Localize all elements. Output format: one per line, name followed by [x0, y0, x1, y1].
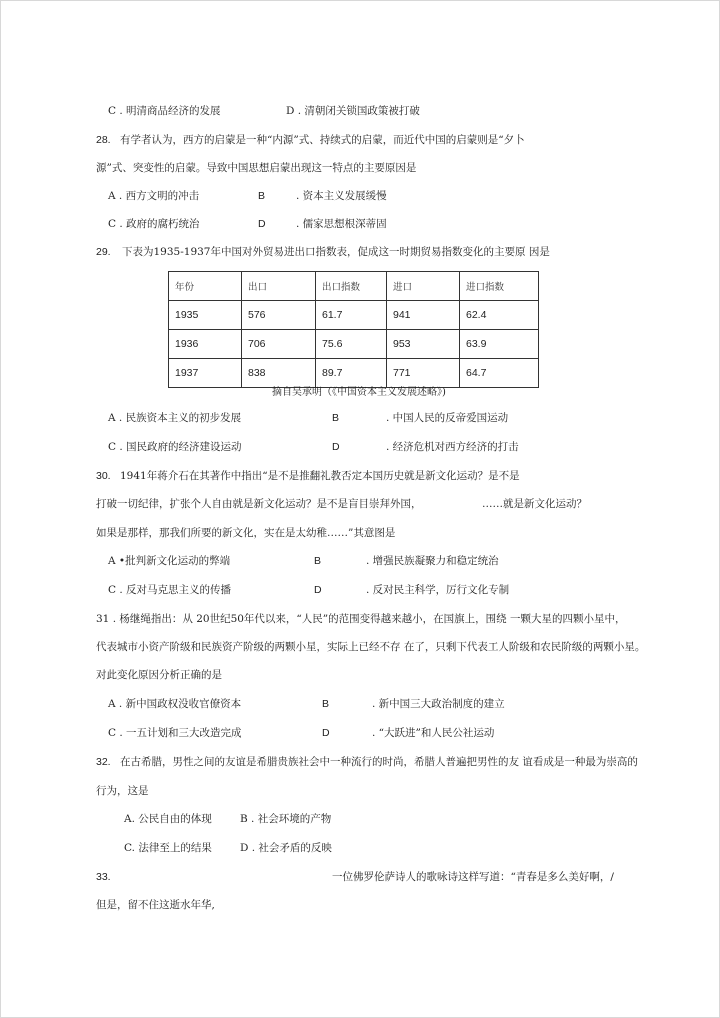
q28-option-c: C . 政府的腐朽统治 [108, 218, 200, 230]
table-cell: 1937 [169, 359, 242, 388]
q32-option-a: A. 公民自由的体现 [124, 813, 212, 825]
q29-source-note: 摘自吴承明（《中国资本主义发展述略》) [272, 387, 446, 398]
table-cell: 62.4 [460, 301, 539, 330]
q32-option-b: B . 社会环境的产物 [240, 813, 332, 825]
table-cell: 61.7 [316, 301, 387, 330]
q33-stem-line1: 一位佛罗伦萨诗人的歌咏诗这样写道：“青春是多么美好啊，/ [332, 871, 614, 883]
q30-number: 30. [96, 470, 111, 482]
q28-stem-line2: 源”式、突变性的启蒙。导致中国思想启蒙出现这一特点的主要原因是 [96, 162, 417, 174]
q31-option-c: C . 一五计划和三大改造完成 [108, 727, 242, 739]
table-cell: 576 [242, 301, 316, 330]
table-header-cell: 年份 [169, 272, 242, 301]
q31-option-b-text: . 新中国三大政治制度的建立 [372, 698, 505, 710]
q32-option-c: C. 法律至上的结果 [124, 842, 212, 854]
q31-option-b-letter: B [322, 698, 330, 710]
q30-stem-line1: 1941年蒋介石在其著作中指出“是不是推翻礼教否定本国历史就是新文化运动？是不是 [120, 470, 520, 482]
table-row [169, 330, 539, 359]
table-cell: 838 [242, 359, 316, 388]
q27-option-d: D . 清朝闭关锁国政策被打破 [286, 105, 420, 117]
table-cell: 1935 [169, 301, 242, 330]
q29-option-d-text: . 经济危机对西方经济的打击 [386, 441, 519, 453]
q32-stem-line1: 在古希腊，男性之间的友谊是希腊贵族社会中一种流行的时尚，希腊人普遍把男性的友 谊看成是一种最为崇高的 [120, 756, 638, 768]
q29-option-c: C . 国民政府的经济建设运动 [108, 441, 242, 453]
table-cell: 941 [387, 301, 460, 330]
trade-index-table [168, 271, 539, 388]
table-header-cell: 出口指数 [316, 272, 387, 301]
table-cell: 771 [387, 359, 460, 388]
table-cell: 706 [242, 330, 316, 359]
q29-option-b-letter: B [332, 412, 340, 424]
q29-option-d-letter: D [332, 441, 340, 453]
q30-stem-line2a: 打破一切纪律，扩张个人自由就是新文化运动？是不是盲目崇拜外国， [96, 498, 422, 510]
table-header-cell: 出口 [242, 272, 316, 301]
q30-option-a: A •批判新文化运动的弊端 [108, 555, 231, 567]
q33-number: 33. [96, 871, 111, 883]
q32-option-d: D . 社会矛盾的反映 [240, 842, 332, 854]
q31-stem-line2: 代表城市小资产阶级和民族资产阶级的两颗小星，实际上已经不存 在了，只剩下代表工人阶级和农民阶级的两颗小星。 [96, 641, 646, 653]
q29-stem: 下表为1935-1937年中国对外贸易进出口指数表，促成这一时期贸易指数变化的主要原 因是 [122, 246, 550, 258]
table-cell: 63.9 [460, 330, 539, 359]
q29-option-b-text: . 中国人民的反帝爱国运动 [386, 412, 509, 424]
table-cell: 64.7 [460, 359, 539, 388]
table-header-cell: 进口 [387, 272, 460, 301]
q33-stem-line2: 但是，留不住这逝水年华, [96, 899, 215, 911]
q28-number: 28. [96, 134, 111, 146]
q31-option-d-letter: D [322, 727, 330, 739]
table-header-row [169, 272, 539, 301]
q31-option-a: A . 新中国政权没收官僚资本 [108, 698, 242, 710]
table-cell: 1936 [169, 330, 242, 359]
q28-option-d-text: . 儒家思想根深蒂固 [296, 218, 387, 230]
table-row [169, 359, 539, 388]
q31-stem-line1: 31 . 杨继绳指出：从 20世纪50年代以来，“人民”的范围变得越来越小，在国旗上，围绕 一颗大星的四颗小星中， [96, 613, 626, 625]
table-cell: 953 [387, 330, 460, 359]
q30-option-c: C . 反对马克思主义的传播 [108, 584, 232, 596]
q31-stem-line3: 对此变化原因分析正确的是 [96, 669, 222, 681]
q30-option-b-text: . 增强民族凝聚力和稳定统治 [366, 555, 499, 567]
q30-stem-line2b: ……就是新文化运动？ [482, 498, 587, 510]
q31-option-d-text: . “大跃进”和人民公社运动 [372, 727, 495, 739]
q28-option-a: A . 西方文明的冲击 [108, 190, 200, 202]
q28-option-d-letter: D [258, 218, 266, 230]
table-cell: 75.6 [316, 330, 387, 359]
table-cell: 89.7 [316, 359, 387, 388]
q28-option-b-letter: B [258, 190, 266, 202]
q30-option-b-letter: B [314, 555, 322, 567]
q32-number: 32. [96, 756, 111, 768]
q29-option-a: A . 民族资本主义的初步发展 [108, 412, 242, 424]
q28-option-b-text: . 资本主义发展缓慢 [296, 190, 387, 202]
q30-stem-line3: 如果是那样，那我们所要的新文化，实在是太幼稚……”其意图是 [96, 527, 396, 539]
q30-option-d-letter: D [314, 584, 322, 596]
q32-stem-line2: 行为，这是 [96, 785, 149, 797]
table-row [169, 301, 539, 330]
q27-option-c: C . 明清商品经济的发展 [108, 105, 221, 117]
table-header-cell: 进口指数 [460, 272, 539, 301]
q29-number: 29. [96, 246, 111, 258]
q30-option-d-text: . 反对民主科学，厉行文化专制 [366, 584, 510, 596]
q28-stem-line1: 有学者认为，西方的启蒙是一种“内源”式、持续式的启蒙，而近代中国的启蒙则是“夕卜 [120, 134, 525, 146]
